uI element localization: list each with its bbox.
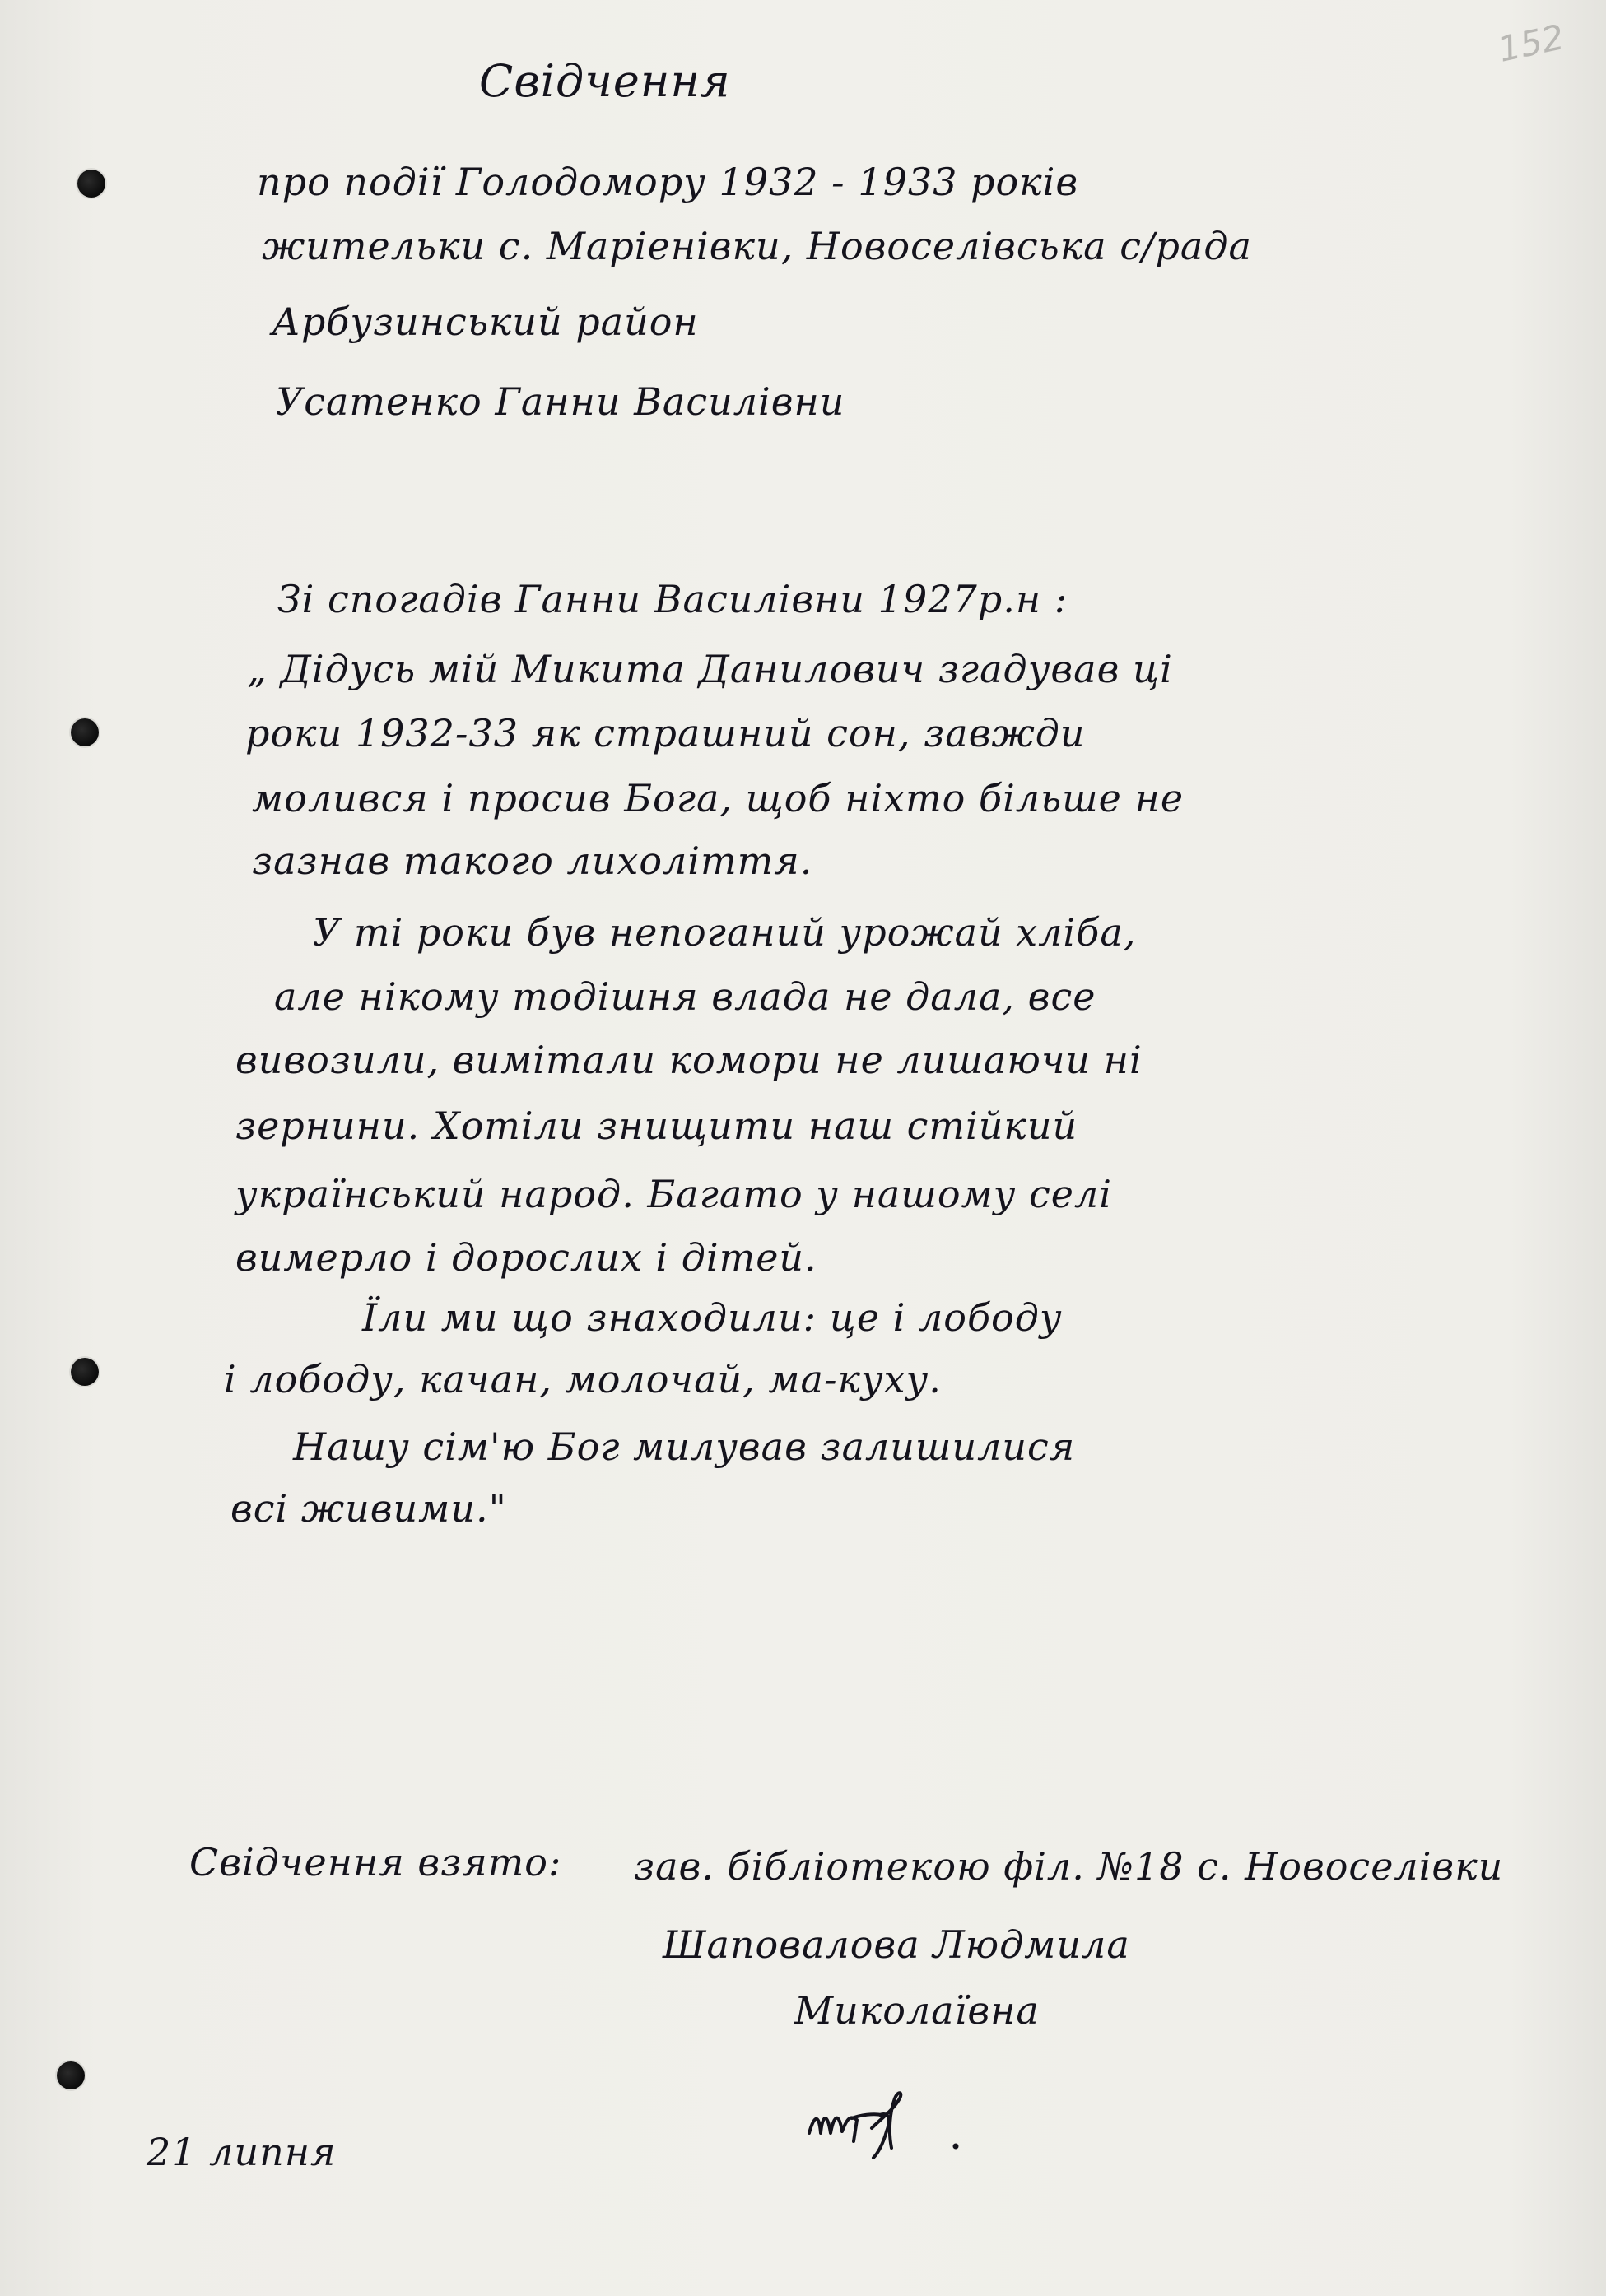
body-line: всі живими." <box>230 1486 507 1531</box>
punch-hole <box>71 718 99 746</box>
body-line: молився і просив Бога, щоб ніхто більше не <box>252 776 1185 820</box>
body-line: „ Дідусь мій Микита Данилович згадував ці <box>247 647 1173 691</box>
body-line: Нашу сім'ю Бог милував залишилися <box>293 1425 1076 1469</box>
heading-line: Усатенко Ганни Василівни <box>276 379 845 424</box>
body-line: вивозили, вимітали комори не лишаючи ні <box>235 1038 1143 1082</box>
heading-line: про події Голодомору 1932 - 1933 років <box>257 160 1079 204</box>
body-line: роки 1932-33 як страшний сон, завжди <box>245 711 1086 755</box>
body-line: вимерло і дорослих і дітей. <box>235 1235 817 1280</box>
recorded-by-label: Свідчення взято: <box>189 1840 562 1885</box>
body-line: зазнав такого лихоліття. <box>252 839 813 883</box>
punch-hole <box>57 2061 85 2089</box>
body-line: У ті роки був непоганий урожай хліба, <box>313 910 1137 955</box>
document-title: Свідчення <box>479 55 731 107</box>
body-line: і лободу, качан, молочай, ма-куху. <box>224 1357 942 1401</box>
recorder-name: Миколаївна <box>794 1988 1040 2033</box>
recorder-name: Шаповалова Людмила <box>663 1922 1130 1967</box>
signature <box>803 2082 1000 2164</box>
punch-hole <box>77 170 105 198</box>
document-date: 21 липня <box>147 2130 337 2174</box>
page-number: 152 <box>1494 16 1568 70</box>
punch-hole <box>71 1358 99 1386</box>
body-line: але нікому тодішня влада не дала, все <box>274 974 1096 1019</box>
body-line: зернини. Хотіли знищити наш стійкий <box>235 1104 1078 1148</box>
recorder-position: зав. бібліотекою філ. №18 с. Новоселівки <box>634 1844 1504 1889</box>
heading-line: Арбузинський район <box>272 300 699 344</box>
heading-line: жительки с. Маріенівки, Новоселівська с/рада <box>262 224 1252 268</box>
body-line: Їли ми що знаходили: це і лободу <box>362 1295 1063 1340</box>
body-line: Зі спогадів Ганни Василівни 1927р.н : <box>277 577 1068 621</box>
body-line: український народ. Багато у нашому селі <box>235 1172 1113 1216</box>
